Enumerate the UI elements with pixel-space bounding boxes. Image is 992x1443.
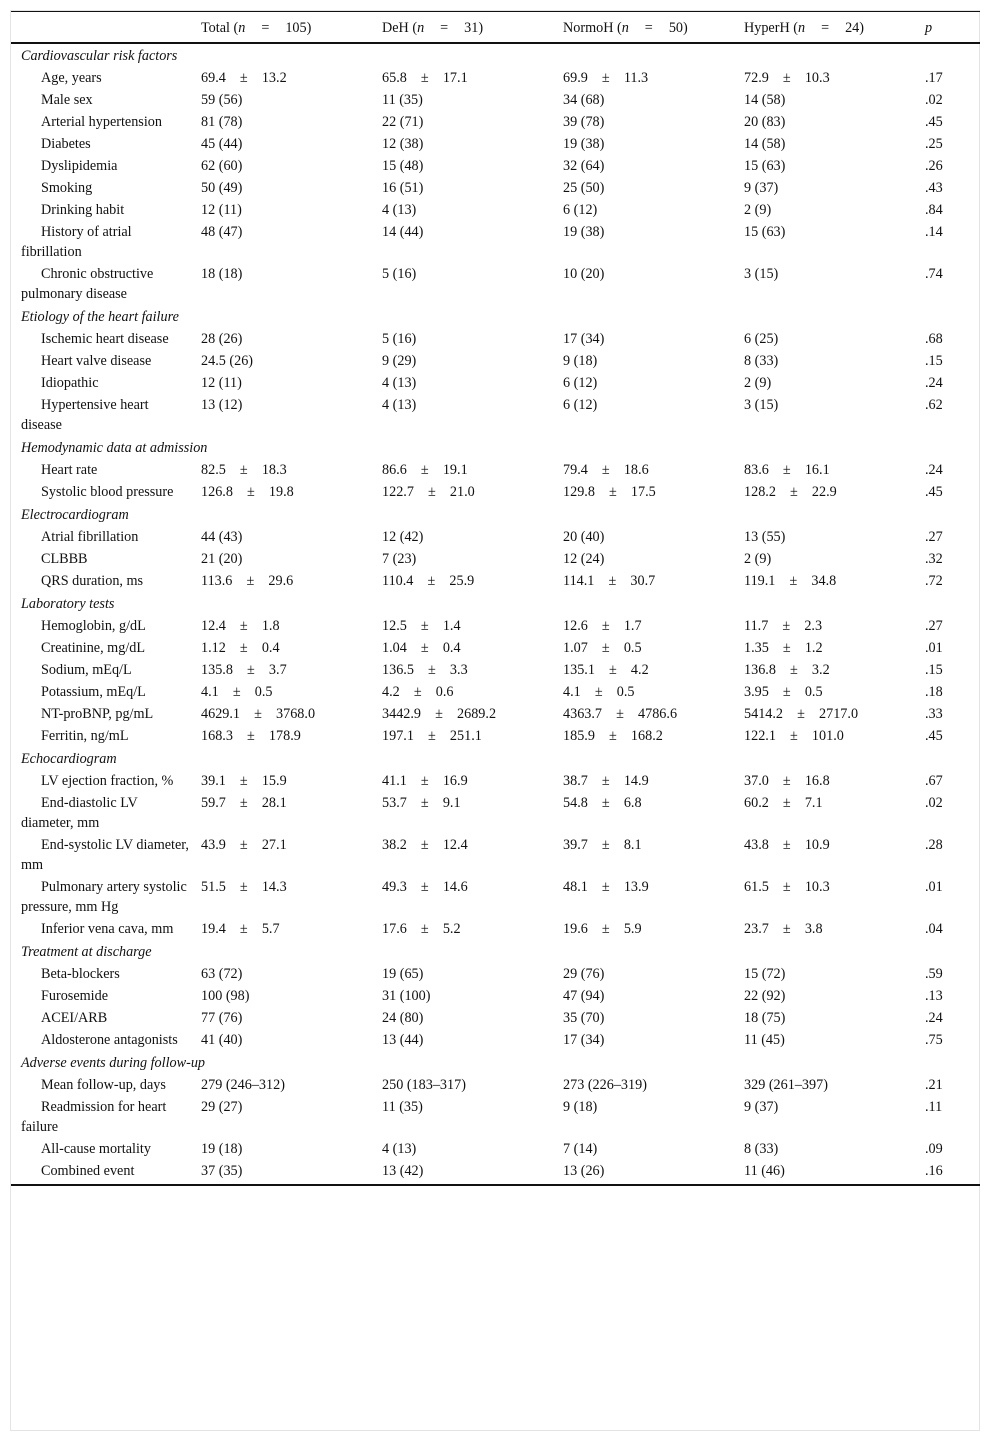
section-title: Echocardiogram bbox=[21, 750, 117, 767]
cell-hyperh: 2 (9) bbox=[744, 374, 772, 391]
cell-deh: 250 (183–317) bbox=[382, 1076, 466, 1093]
section-row-adverse-events-during-follow-up bbox=[11, 1051, 980, 1074]
section-row-laboratory-tests bbox=[11, 592, 980, 615]
table-row bbox=[11, 1007, 980, 1029]
cell-deh: 122.7 ± 21.0 bbox=[382, 483, 475, 500]
cell-normoh: 4363.7 ± 4786.6 bbox=[563, 705, 678, 722]
cell-p: .04 bbox=[925, 920, 943, 937]
cell-p: .15 bbox=[925, 661, 943, 678]
cell-normoh: 32 (64) bbox=[563, 157, 605, 174]
cell-p: .15 bbox=[925, 352, 943, 369]
header-deh: DeH (n = 31) bbox=[372, 12, 553, 43]
cell-hyperh: 83.6 ± 16.1 bbox=[744, 461, 830, 478]
cell-total: 43.9 ± 27.1 bbox=[201, 836, 287, 853]
cell-p: .33 bbox=[925, 705, 943, 722]
row-label: Hypertensive heart disease bbox=[21, 396, 149, 433]
cell-p: .45 bbox=[925, 113, 943, 130]
cell-total: 12 (11) bbox=[201, 201, 242, 218]
cell-deh: 12 (38) bbox=[382, 135, 424, 152]
cell-hyperh: 122.1 ± 101.0 bbox=[744, 727, 844, 744]
row-label: Dyslipidemia bbox=[41, 157, 118, 174]
cell-p: .45 bbox=[925, 727, 943, 744]
cell-hyperh: 5414.2 ± 2717.0 bbox=[744, 705, 859, 722]
cell-hyperh: 15 (63) bbox=[744, 157, 786, 174]
row-label: Sodium, mEq/L bbox=[41, 661, 132, 678]
cell-deh: 7 (23) bbox=[382, 550, 417, 567]
cell-p: .43 bbox=[925, 179, 943, 196]
cell-total: 126.8 ± 19.8 bbox=[201, 483, 294, 500]
cell-p: .24 bbox=[925, 461, 943, 478]
row-label: Drinking habit bbox=[41, 201, 125, 218]
cell-hyperh: 2 (9) bbox=[744, 201, 772, 218]
row-label: Ferritin, ng/mL bbox=[41, 727, 129, 744]
cell-total: 24.5 (26) bbox=[201, 352, 254, 369]
cell-hyperh: 3 (15) bbox=[744, 265, 779, 282]
table-row bbox=[11, 1160, 980, 1185]
cell-total: 59 (56) bbox=[201, 91, 243, 108]
cell-deh: 19 (65) bbox=[382, 965, 424, 982]
cell-total: 12.4 ± 1.8 bbox=[201, 617, 280, 634]
row-label: End-systolic LV diameter, mm bbox=[21, 836, 189, 873]
table-row bbox=[11, 681, 980, 703]
cell-deh: 4 (13) bbox=[382, 374, 417, 391]
row-label: Diabetes bbox=[41, 135, 91, 152]
row-label: LV ejection fraction, % bbox=[41, 772, 174, 789]
cell-normoh: 10 (20) bbox=[563, 265, 605, 282]
cell-p: .72 bbox=[925, 572, 943, 589]
cell-p: .11 bbox=[925, 1098, 943, 1115]
table-row bbox=[11, 111, 980, 133]
cell-total: 82.5 ± 18.3 bbox=[201, 461, 287, 478]
header-blank bbox=[11, 12, 191, 43]
table-row bbox=[11, 985, 980, 1007]
row-label: Hemoglobin, g/dL bbox=[41, 617, 146, 634]
cell-normoh: 273 (226–319) bbox=[563, 1076, 647, 1093]
cell-total: 100 (98) bbox=[201, 987, 250, 1004]
cell-total: 81 (78) bbox=[201, 113, 243, 130]
cell-p: .21 bbox=[925, 1076, 943, 1093]
cell-hyperh: 14 (58) bbox=[744, 91, 786, 108]
cell-normoh: 1.07 ± 0.5 bbox=[563, 639, 642, 656]
table-row bbox=[11, 372, 980, 394]
cell-deh: 13 (44) bbox=[382, 1031, 424, 1048]
header-total: Total (n = 105) bbox=[191, 12, 372, 43]
cell-normoh: 48.1 ± 13.9 bbox=[563, 878, 649, 895]
cell-p: .84 bbox=[925, 201, 943, 218]
cell-total: 69.4 ± 13.2 bbox=[201, 69, 287, 86]
table-row bbox=[11, 155, 980, 177]
cell-normoh: 29 (76) bbox=[563, 965, 605, 982]
cell-normoh: 19 (38) bbox=[563, 223, 605, 240]
cell-p: .18 bbox=[925, 683, 943, 700]
table-row bbox=[11, 548, 980, 570]
cell-total: 59.7 ± 28.1 bbox=[201, 794, 287, 811]
section-title: Treatment at discharge bbox=[21, 943, 152, 960]
cell-deh: 11 (35) bbox=[382, 91, 423, 108]
cell-normoh: 20 (40) bbox=[563, 528, 605, 545]
table-row bbox=[11, 67, 980, 89]
row-label: Chronic obstructive pulmonary disease bbox=[21, 265, 154, 302]
cell-normoh: 114.1 ± 30.7 bbox=[563, 572, 656, 589]
cell-total: 62 (60) bbox=[201, 157, 243, 174]
cell-p: .02 bbox=[925, 794, 943, 811]
cell-deh: 12 (42) bbox=[382, 528, 424, 545]
cell-deh: 24 (80) bbox=[382, 1009, 424, 1026]
table-row bbox=[11, 263, 980, 305]
cell-deh: 110.4 ± 25.9 bbox=[382, 572, 475, 589]
cell-total: 48 (47) bbox=[201, 223, 243, 240]
row-label: Readmission for heart failure bbox=[21, 1098, 167, 1135]
cell-hyperh: 9 (37) bbox=[744, 179, 779, 196]
row-label: Creatinine, mg/dL bbox=[41, 639, 146, 656]
cell-normoh: 79.4 ± 18.6 bbox=[563, 461, 649, 478]
cell-normoh: 135.1 ± 4.2 bbox=[563, 661, 649, 678]
table-row bbox=[11, 570, 980, 592]
section-row-echocardiogram bbox=[11, 747, 980, 770]
cell-hyperh: 1.35 ± 1.2 bbox=[744, 639, 823, 656]
cell-p: .75 bbox=[925, 1031, 943, 1048]
row-label: Beta-blockers bbox=[41, 965, 120, 982]
cell-total: 41 (40) bbox=[201, 1031, 243, 1048]
row-label: Male sex bbox=[41, 91, 93, 108]
row-label: NT-proBNP, pg/mL bbox=[41, 705, 154, 722]
section-title: Hemodynamic data at admission bbox=[21, 439, 208, 456]
cell-normoh: 6 (12) bbox=[563, 374, 598, 391]
baseline-characteristics-table bbox=[11, 11, 980, 1186]
header-normoh: NormoH (n = 50) bbox=[553, 12, 734, 43]
cell-p: .24 bbox=[925, 1009, 943, 1026]
cell-p: .09 bbox=[925, 1140, 943, 1157]
cell-total: 279 (246–312) bbox=[201, 1076, 285, 1093]
cell-p: .62 bbox=[925, 396, 943, 413]
cell-p: .16 bbox=[915, 1160, 980, 1185]
cell-hyperh: 329 (261–397) bbox=[744, 1076, 828, 1093]
cell-hyperh: 8 (33) bbox=[744, 1140, 779, 1157]
cell-deh: 41.1 ± 16.9 bbox=[382, 772, 468, 789]
cell-hyperh: 8 (33) bbox=[744, 352, 779, 369]
row-label: Potassium, mEq/L bbox=[41, 683, 146, 700]
cell-normoh: 47 (94) bbox=[563, 987, 605, 1004]
table-row bbox=[11, 1029, 980, 1051]
table-row bbox=[11, 834, 980, 876]
table-header bbox=[11, 12, 980, 43]
cell-normoh: 25 (50) bbox=[563, 179, 605, 196]
cell-normoh: 9 (18) bbox=[563, 1098, 598, 1115]
cell-normoh: 12 (24) bbox=[563, 550, 605, 567]
cell-hyperh: 72.9 ± 10.3 bbox=[744, 69, 830, 86]
cell-normoh: 69.9 ± 11.3 bbox=[563, 69, 649, 86]
cell-total: 18 (18) bbox=[201, 265, 243, 282]
cell-p: .26 bbox=[925, 157, 943, 174]
cell-total: 1.12 ± 0.4 bbox=[201, 639, 280, 656]
cell-p: .28 bbox=[925, 836, 943, 853]
cell-deh: 197.1 ± 251.1 bbox=[382, 727, 482, 744]
cell-normoh: 17 (34) bbox=[563, 330, 605, 347]
cell-hyperh: 15 (72) bbox=[744, 965, 786, 982]
cell-total: 19 (18) bbox=[201, 1140, 243, 1157]
table-row bbox=[11, 918, 980, 940]
row-label: Smoking bbox=[41, 179, 93, 196]
row-label: Aldosterone antagonists bbox=[41, 1031, 178, 1048]
cell-p: .02 bbox=[925, 91, 943, 108]
cell-deh: 49.3 ± 14.6 bbox=[382, 878, 468, 895]
cell-total: 28 (26) bbox=[201, 330, 243, 347]
cell-hyperh: 15 (63) bbox=[744, 223, 786, 240]
cell-total: 12 (11) bbox=[201, 374, 242, 391]
cell-hyperh: 13 (55) bbox=[744, 528, 786, 545]
section-title: Adverse events during follow-up bbox=[21, 1054, 206, 1071]
cell-hyperh: 43.8 ± 10.9 bbox=[744, 836, 830, 853]
row-label: Systolic blood pressure bbox=[41, 483, 174, 500]
cell-normoh: 35 (70) bbox=[563, 1009, 605, 1026]
cell-deh: 4 (13) bbox=[382, 1140, 417, 1157]
cell-normoh: 185.9 ± 168.2 bbox=[563, 727, 663, 744]
table-row bbox=[11, 725, 980, 747]
cell-deh: 14 (44) bbox=[382, 223, 424, 240]
row-label: Furosemide bbox=[41, 987, 108, 1004]
cell-deh: 86.6 ± 19.1 bbox=[382, 461, 468, 478]
section-title: Laboratory tests bbox=[21, 595, 115, 612]
table-row bbox=[11, 481, 980, 503]
cell-total: 37 (35) bbox=[191, 1160, 372, 1185]
cell-total: 51.5 ± 14.3 bbox=[201, 878, 287, 895]
row-label: History of atrial fibrillation bbox=[21, 223, 132, 260]
cell-p: .32 bbox=[925, 550, 943, 567]
cell-deh: 11 (35) bbox=[382, 1098, 423, 1115]
cell-hyperh: 6 (25) bbox=[744, 330, 779, 347]
table-row bbox=[11, 770, 980, 792]
cell-total: 21 (20) bbox=[201, 550, 243, 567]
table-row bbox=[11, 659, 980, 681]
row-label: QRS duration, ms bbox=[41, 572, 144, 589]
cell-total: 4629.1 ± 3768.0 bbox=[201, 705, 316, 722]
row-label: End-diastolic LV diameter, mm bbox=[21, 794, 138, 831]
cell-hyperh: 3 (15) bbox=[744, 396, 779, 413]
row-label: Mean follow-up, days bbox=[41, 1076, 166, 1093]
cell-p: .74 bbox=[925, 265, 943, 282]
cell-deh: 136.5 ± 3.3 bbox=[382, 661, 468, 678]
cell-total: 13 (12) bbox=[201, 396, 243, 413]
cell-p: .59 bbox=[925, 965, 943, 982]
cell-deh: 16 (51) bbox=[382, 179, 424, 196]
section-row-etiology-of-the-heart-failure bbox=[11, 305, 980, 328]
cell-deh: 22 (71) bbox=[382, 113, 424, 130]
cell-hyperh: 18 (75) bbox=[744, 1009, 786, 1026]
cell-hyperh: 119.1 ± 34.8 bbox=[744, 572, 837, 589]
section-title: Cardiovascular risk factors bbox=[21, 47, 178, 64]
cell-deh: 4.2 ± 0.6 bbox=[382, 683, 454, 700]
cell-p: .25 bbox=[925, 135, 943, 152]
cell-hyperh: 3.95 ± 0.5 bbox=[744, 683, 823, 700]
section-row-cardiovascular-risk-factors bbox=[11, 43, 980, 67]
cell-deh: 38.2 ± 12.4 bbox=[382, 836, 468, 853]
cell-deh: 4 (13) bbox=[382, 201, 417, 218]
row-label: Heart rate bbox=[41, 461, 98, 478]
cell-normoh: 4.1 ± 0.5 bbox=[563, 683, 635, 700]
table-row bbox=[11, 792, 980, 834]
table-row bbox=[11, 615, 980, 637]
cell-normoh: 9 (18) bbox=[563, 352, 598, 369]
cell-deh: 5 (16) bbox=[382, 330, 417, 347]
table-row bbox=[11, 1074, 980, 1096]
cell-deh: 12.5 ± 1.4 bbox=[382, 617, 461, 634]
cell-total: 29 (27) bbox=[201, 1098, 243, 1115]
table-row bbox=[11, 963, 980, 985]
cell-deh: 65.8 ± 17.1 bbox=[382, 69, 468, 86]
cell-normoh: 129.8 ± 17.5 bbox=[563, 483, 656, 500]
cell-deh: 1.04 ± 0.4 bbox=[382, 639, 461, 656]
cell-normoh: 19.6 ± 5.9 bbox=[563, 920, 642, 937]
cell-total: 135.8 ± 3.7 bbox=[201, 661, 287, 678]
cell-total: 77 (76) bbox=[201, 1009, 243, 1026]
cell-p: .24 bbox=[925, 374, 943, 391]
section-row-treatment-at-discharge bbox=[11, 940, 980, 963]
cell-hyperh: 128.2 ± 22.9 bbox=[744, 483, 837, 500]
cell-normoh: 39.7 ± 8.1 bbox=[563, 836, 642, 853]
cell-deh: 3442.9 ± 2689.2 bbox=[382, 705, 497, 722]
cell-deh: 4 (13) bbox=[382, 396, 417, 413]
cell-hyperh: 2 (9) bbox=[744, 550, 772, 567]
cell-normoh: 6 (12) bbox=[563, 396, 598, 413]
row-label: Atrial fibrillation bbox=[41, 528, 139, 545]
cell-p: .45 bbox=[925, 483, 943, 500]
row-label: Heart valve disease bbox=[41, 352, 152, 369]
cell-p: .68 bbox=[925, 330, 943, 347]
cell-hyperh: 37.0 ± 16.8 bbox=[744, 772, 830, 789]
cell-total: 50 (49) bbox=[201, 179, 243, 196]
cell-normoh: 13 (26) bbox=[553, 1160, 734, 1185]
cell-normoh: 17 (34) bbox=[563, 1031, 605, 1048]
table-row bbox=[11, 199, 980, 221]
row-label: Arterial hypertension bbox=[41, 113, 162, 130]
section-row-hemodynamic-data-at-admission bbox=[11, 436, 980, 459]
cell-normoh: 7 (14) bbox=[563, 1140, 598, 1157]
cell-deh: 53.7 ± 9.1 bbox=[382, 794, 461, 811]
cell-total: 113.6 ± 29.6 bbox=[201, 572, 294, 589]
table-row bbox=[11, 703, 980, 725]
cell-hyperh: 61.5 ± 10.3 bbox=[744, 878, 830, 895]
cell-total: 19.4 ± 5.7 bbox=[201, 920, 280, 937]
row-label: CLBBB bbox=[41, 550, 88, 567]
cell-hyperh: 9 (37) bbox=[744, 1098, 779, 1115]
cell-normoh: 39 (78) bbox=[563, 113, 605, 130]
table-row bbox=[11, 221, 980, 263]
row-label: Ischemic heart disease bbox=[41, 330, 169, 347]
table-row bbox=[11, 1096, 980, 1138]
table-row bbox=[11, 526, 980, 548]
section-title: Electrocardiogram bbox=[21, 506, 129, 523]
cell-normoh: 54.8 ± 6.8 bbox=[563, 794, 642, 811]
cell-deh: 31 (100) bbox=[382, 987, 431, 1004]
table-row bbox=[11, 394, 980, 436]
cell-deh: 13 (42) bbox=[372, 1160, 553, 1185]
cell-hyperh: 22 (92) bbox=[744, 987, 786, 1004]
cell-hyperh: 60.2 ± 7.1 bbox=[744, 794, 823, 811]
header-p: p bbox=[915, 12, 980, 43]
cell-total: 39.1 ± 15.9 bbox=[201, 772, 287, 789]
cell-normoh: 6 (12) bbox=[563, 201, 598, 218]
table-row bbox=[11, 89, 980, 111]
cell-hyperh: 136.8 ± 3.2 bbox=[744, 661, 830, 678]
cell-hyperh: 23.7 ± 3.8 bbox=[744, 920, 823, 937]
table-row bbox=[11, 133, 980, 155]
table-row bbox=[11, 876, 980, 918]
table-row bbox=[11, 459, 980, 481]
row-label: Combined event bbox=[11, 1160, 191, 1185]
cell-p: .27 bbox=[925, 617, 943, 634]
cell-p: .01 bbox=[925, 639, 943, 656]
row-label: All-cause mortality bbox=[41, 1140, 151, 1157]
table-row bbox=[11, 177, 980, 199]
header-hyperh: HyperH (n = 24) bbox=[734, 12, 915, 43]
table-row bbox=[11, 350, 980, 372]
section-title: Etiology of the heart failure bbox=[21, 308, 179, 325]
cell-deh: 15 (48) bbox=[382, 157, 424, 174]
cell-deh: 9 (29) bbox=[382, 352, 417, 369]
table-row bbox=[11, 637, 980, 659]
table-body bbox=[11, 43, 980, 1185]
row-label: Inferior vena cava, mm bbox=[41, 920, 174, 937]
cell-total: 63 (72) bbox=[201, 965, 243, 982]
cell-p: .01 bbox=[925, 878, 943, 895]
row-label: ACEI/ARB bbox=[41, 1009, 108, 1026]
cell-hyperh: 14 (58) bbox=[744, 135, 786, 152]
cell-normoh: 12.6 ± 1.7 bbox=[563, 617, 642, 634]
table-row bbox=[11, 328, 980, 350]
cell-total: 168.3 ± 178.9 bbox=[201, 727, 301, 744]
cell-hyperh: 20 (83) bbox=[744, 113, 786, 130]
cell-deh: 17.6 ± 5.2 bbox=[382, 920, 461, 937]
cell-total: 44 (43) bbox=[201, 528, 243, 545]
cell-p: .13 bbox=[925, 987, 943, 1004]
cell-normoh: 19 (38) bbox=[563, 135, 605, 152]
row-label: Age, years bbox=[41, 69, 102, 86]
cell-normoh: 38.7 ± 14.9 bbox=[563, 772, 649, 789]
cell-total: 45 (44) bbox=[201, 135, 243, 152]
row-label: Pulmonary artery systolic pressure, mm Hg bbox=[21, 878, 187, 915]
cell-p: .17 bbox=[925, 69, 943, 86]
cell-hyperh: 11 (45) bbox=[744, 1031, 785, 1048]
cell-total: 4.1 ± 0.5 bbox=[201, 683, 273, 700]
section-row-electrocardiogram bbox=[11, 503, 980, 526]
cell-p: .27 bbox=[925, 528, 943, 545]
cell-hyperh: 11 (46) bbox=[734, 1160, 915, 1185]
cell-p: .14 bbox=[925, 223, 943, 240]
cell-p: .67 bbox=[925, 772, 943, 789]
table-row bbox=[11, 1138, 980, 1160]
cell-deh: 5 (16) bbox=[382, 265, 417, 282]
cell-hyperh: 11.7 ± 2.3 bbox=[744, 617, 823, 634]
cell-normoh: 34 (68) bbox=[563, 91, 605, 108]
row-label: Idiopathic bbox=[41, 374, 99, 391]
